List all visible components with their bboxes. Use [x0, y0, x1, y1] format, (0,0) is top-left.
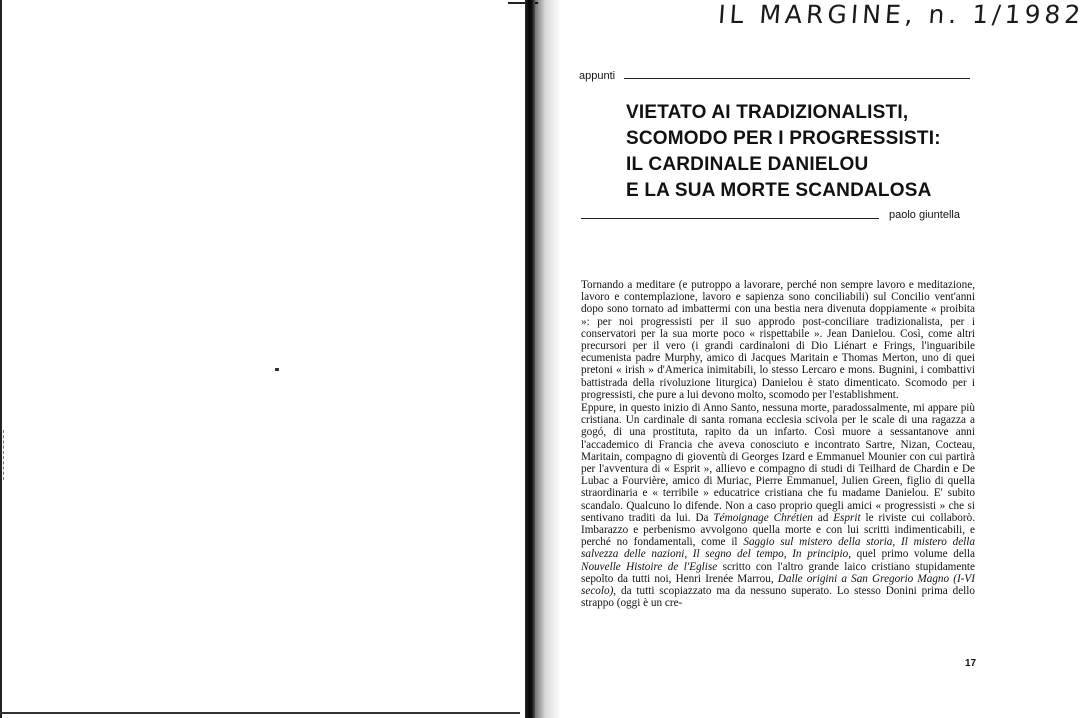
left-page-edge — [0, 0, 2, 718]
scan-edge-marks — [3, 430, 7, 480]
book-spine — [525, 0, 535, 718]
article-title — [626, 100, 966, 204]
author-rule — [581, 218, 879, 219]
section-label: appunti — [579, 70, 616, 82]
article-body — [581, 279, 975, 609]
left-page-bottom-edge — [0, 712, 520, 714]
body-paragraph — [581, 402, 975, 609]
italic-title-ref: Saggio sul mistero della storia, Il mistero della salvezza delle nazioni, Il segno del tempo, In principio, — [581, 536, 975, 561]
title-line: IL CARDINALE DANIELOU — [626, 154, 869, 175]
title-line: SCOMODO PER I PROGRESSISTI: — [626, 128, 941, 149]
page-number: 17 — [965, 658, 977, 669]
title-line: E LA SUA MORTE SCANDALOSA — [626, 180, 932, 201]
italic-title-ref: Esprit — [833, 511, 861, 524]
section-rule — [624, 78, 970, 79]
paragraph-text: le riviste cui collaborò. Imbarazzo e perbenismo avvolgono quella morte e con lui scritti indimenticabili, e perché no fondamentali, come il — [581, 511, 976, 549]
italic-title-ref: Dalle origini a San Gregorio Magno (I-VI secolo), — [581, 572, 975, 598]
paragraph-text: quel primo volume della — [851, 548, 975, 561]
paragraph-text: da tutti scopiazzato ma da nessuno superato. Lo stesso Donini prima dello strappo (oggi è un cre- — [581, 585, 975, 610]
scan-speck — [275, 368, 279, 371]
handwritten-source-note: IL MARGINE, n. 1/1982 — [717, 0, 1085, 29]
paragraph-text: Eppure, in questo inizio di Anno Santo, nessuna morte, paradossalmente, mi appare più cristiana. Un cardinale di santa romana ecclesia scivola per le scale di una ragazza a gogó, di una prostituta, rapito da un infarto. Così muore a sessantanove anni l'accademico di Francia che aveva conosciuto e incontrato Sartre, Nizan, Cocteau, Maritain, compagno di gioventù di Georges Izard e Emmanuel Mounier con cui partirà per l'avventura di « Esprit », allievo e compagno di studi di Teilhard de Chardin e De Lubac a Fourvière, amico di Muriac, Pierre Emmanuel, Julien Green, figlio di quella straordinaria e « terribile » educatrice cristiana che fu madame Danielou. E' subito scandalo. Qualcuno lo difende. Non a caso proprio quegli amici « progressisti » che si sentivano traditi da lui. Da — [581, 402, 975, 524]
left-blank-page — [0, 0, 525, 718]
paragraph-text: Tornando a meditare (e putroppo a lavorare, perché non sempre lavoro e meditazione, lavoro e contemplazione, lavoro e sapienza sono conciliabili) sul Concilio vent'anni dopo sono tornato ad imbattermi con una bestia nera divenuta doppiamente « proibita »: per noi progressisti per il suo approdo post-conciliare tradizionalista, per i conservatori per la sua morte poco « rispettabile ». Jean Danielou. Così, come altri precursori per il vero (i grandi cardinaloni di Dio Liénart e Frings, l'inguaribile ecumenista padre Murphy, amico di Jacques Maritain e Thomas Merton, uno di quei pretoni « irish » d'America inimitabili, lo stesso Lercaro e mons. Bugnini, i combattivi battistrada della rivoluzione liturgica) Danielou è stato dimenticato. Scomodo per i progressisti, che pure a lui devono molto, scomodo per l'establishment. — [581, 279, 975, 401]
paragraph-text: ad — [812, 511, 834, 524]
author-name: paolo giuntella — [889, 209, 960, 221]
italic-title-ref: Nouvelle Histoire de l'Eglise — [581, 560, 718, 573]
paragraph-text: scritto con l'altro grande laico cristiano stupidamente sepolto da tutti noi, Henri Irenée Marrou, — [581, 560, 975, 585]
body-paragraph — [581, 279, 975, 401]
title-line: VIETATO AI TRADIZIONALISTI, — [626, 102, 909, 123]
italic-title-ref: Témoignage Chrétien — [713, 511, 813, 524]
spine-shadow — [535, 0, 561, 718]
